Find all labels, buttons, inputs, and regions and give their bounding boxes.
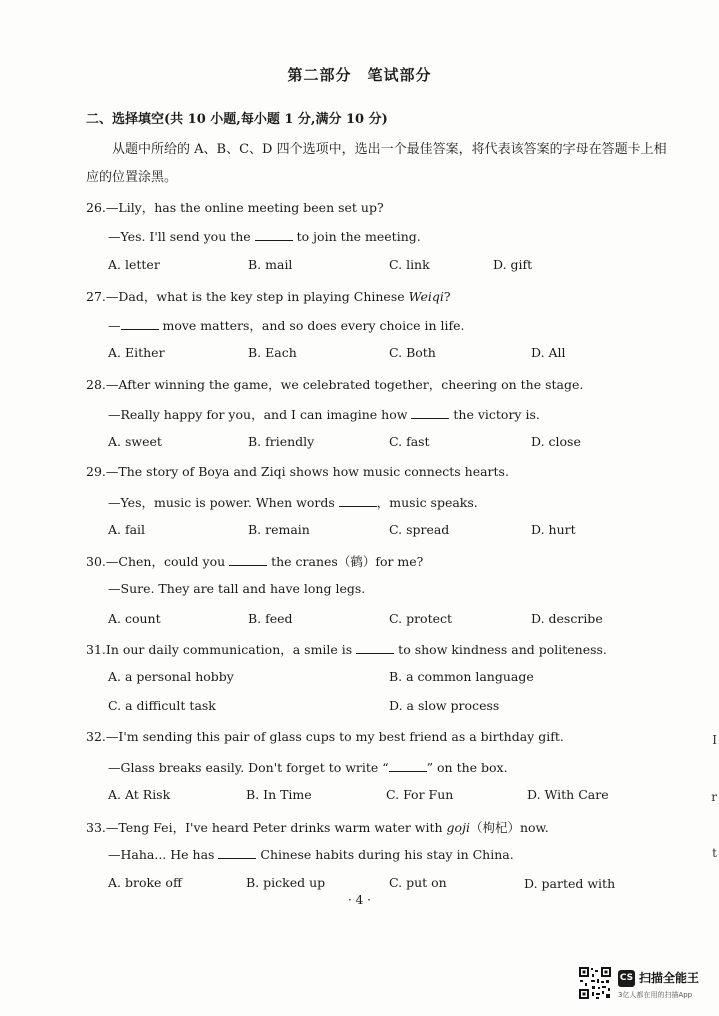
watermark-app-name: 扫描全能王 <box>639 971 700 985</box>
option-d: D. With Care <box>527 787 609 802</box>
question-28-line-1: 28.—After winning the game，we celebrated together，cheering on the stage. <box>86 377 584 392</box>
camscanner-logo-icon: CS <box>618 970 635 987</box>
option-a: A. a personal hobby <box>108 669 234 684</box>
answer-blank <box>121 317 159 330</box>
option-b: B. a common language <box>389 669 534 684</box>
option-b: B. picked up <box>246 875 326 890</box>
section-heading: 二、选择填空(共 10 小题,每小题 1 分,满分 10 分) <box>86 112 388 127</box>
question-30-line-2: —Sure. They are tall and have long legs. <box>108 581 366 596</box>
question-28-line-2: —Really happy for you，and I can imagine how the victory is. <box>108 407 540 422</box>
option-c: C. put on <box>389 875 447 890</box>
option-b: B. feed <box>248 611 293 626</box>
answer-blank <box>229 553 267 566</box>
option-d: D. All <box>531 345 566 360</box>
question-number: 29. <box>86 464 106 479</box>
option-d: D. hurt <box>531 522 576 537</box>
option-b: B. mail <box>248 257 293 272</box>
option-d: D. gift <box>493 257 533 272</box>
question-33-line-1: 33.—Teng Fei，I've heard Peter drinks warm water with goji（枸杞）now. <box>86 820 549 835</box>
question-32-line-2: —Glass breaks easily. Don't forget to write “ ” on the box. <box>108 760 508 775</box>
question-number: 32. <box>86 729 106 744</box>
option-a: A. sweet <box>108 434 162 449</box>
watermark-tagline: 3亿人都在用的扫描App <box>618 991 693 999</box>
question-number: 31. <box>86 642 106 657</box>
question-29-line-1: 29.—The story of Boya and Ziqi shows how music connects hearts. <box>86 464 509 479</box>
question-32-line-1: 32.—I'm sending this pair of glass cups to my best friend as a birthday gift. <box>86 729 564 744</box>
option-a: A. fail <box>108 522 146 537</box>
question-26-line-1: 26.—Lily，has the online meeting been set up? <box>86 200 384 215</box>
option-c: C. protect <box>389 611 453 626</box>
edge-mark: I <box>712 733 717 747</box>
question-29-line-2: —Yes，music is power. When words ，music speaks. <box>108 495 478 510</box>
option-c: C. spread <box>389 522 450 537</box>
answer-blank <box>389 759 427 772</box>
page-title: 第二部分 笔试部分 <box>287 66 432 84</box>
option-d: D. describe <box>531 611 603 626</box>
qr-code-icon <box>578 966 612 1000</box>
option-a: A. At Risk <box>108 787 171 802</box>
answer-blank <box>255 228 293 241</box>
option-a: A. letter <box>108 257 160 272</box>
option-c: C. link <box>389 257 430 272</box>
option-c: C. For Fun <box>386 787 454 802</box>
option-b: B. remain <box>248 522 310 537</box>
question-33-line-2: —Haha... He has Chinese habits during his stay in China. <box>108 847 514 862</box>
option-b: B. Each <box>248 345 297 360</box>
instruction-line-2: 应的位置涂黑。 <box>86 170 178 185</box>
question-number: 30. <box>86 554 106 569</box>
edge-mark: r <box>711 790 717 804</box>
option-d: D. parted with <box>524 876 616 891</box>
option-a: A. broke off <box>108 875 182 890</box>
question-27-line-2: — move matters，and so does every choice in life. <box>108 318 465 333</box>
question-27-line-1: 27.—Dad，what is the key step in playing Chinese Weiqi? <box>86 289 451 304</box>
question-31-line-1: 31.In our daily communication，a smile is to show kindness and politeness. <box>86 642 607 657</box>
option-b: B. In Time <box>246 787 312 802</box>
answer-blank <box>356 641 394 654</box>
option-c: C. fast <box>389 434 430 449</box>
question-26-line-2: —Yes. I'll send you the to join the meeting. <box>108 229 421 244</box>
page-number: · 4 · <box>348 893 371 907</box>
option-d: D. a slow process <box>389 698 500 713</box>
answer-blank <box>411 406 449 419</box>
question-30-line-1: 30.—Chen，could you the cranes（鹤）for me? <box>86 554 424 569</box>
question-number: 27. <box>86 289 106 304</box>
question-number: 28. <box>86 377 106 392</box>
instruction-line-1: 从题中所给的 A、B、C、D 四个选项中，选出一个最佳答案，将代表该答案的字母在答题卡上相 <box>112 142 667 157</box>
option-b: B. friendly <box>248 434 315 449</box>
option-c: C. a difficult task <box>108 698 216 713</box>
question-number: 33. <box>86 820 106 835</box>
edge-mark: t <box>712 846 717 860</box>
option-a: A. count <box>108 611 161 626</box>
scanner-watermark <box>578 966 718 1006</box>
option-c: C. Both <box>389 345 436 360</box>
option-d: D. close <box>531 434 581 449</box>
option-a: A. Either <box>108 345 165 360</box>
answer-blank <box>339 494 377 507</box>
question-number: 26. <box>86 200 106 215</box>
answer-blank <box>218 846 256 859</box>
